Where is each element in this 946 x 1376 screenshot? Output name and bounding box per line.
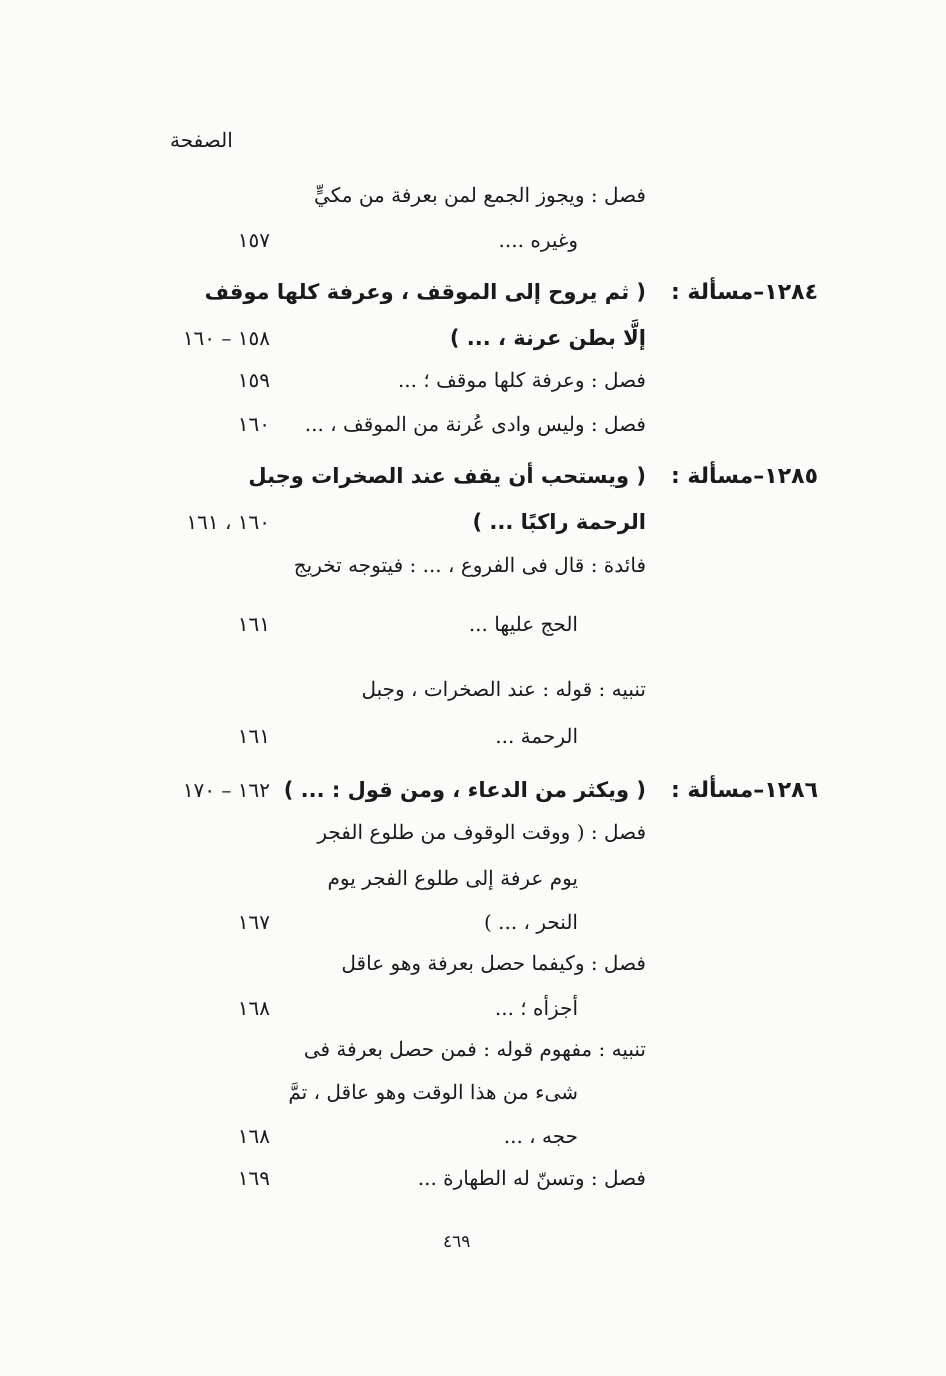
index-entry-line: [0, 553, 946, 593]
entry-text: شىء من هذا الوقت وهو عاقل ، تمَّ: [288, 1080, 578, 1104]
entry-text: فصل : وكيفما حصل بعرفة وهو عاقل: [341, 951, 646, 975]
index-entry-line: [0, 778, 946, 818]
entry-text: تنبيه : مفهوم قوله : فمن حصل بعرفة فى: [303, 1037, 646, 1061]
entry-text: ( ثم يروح إلى الموقف ، وعرفة كلها موقف: [204, 280, 646, 304]
entry-text: حجه ، ...: [503, 1124, 578, 1148]
entry-page-ref: ١٦٠: [237, 412, 270, 436]
index-entry-line: [0, 280, 946, 320]
index-entry-line: [0, 724, 946, 764]
index-entry-line: [0, 1080, 946, 1120]
page-column-header: الصفحة: [170, 128, 233, 152]
index-entry-line: [0, 677, 946, 717]
index-entry-line: [0, 910, 946, 950]
entry-text: فائدة : قال فى الفروع ، ... : فيتوجه تخريج: [293, 553, 646, 577]
entry-text: الرحمة راكبًا ... ): [472, 510, 646, 534]
entry-text: الحج عليها ...: [468, 612, 578, 636]
entry-text: الرحمة ...: [495, 724, 578, 748]
entry-text: ( ويكثر من الدعاء ، ومن قول : ... ): [283, 778, 646, 802]
index-entry-line: [0, 820, 946, 860]
index-entry-line: [0, 612, 946, 652]
index-entry-line: [0, 464, 946, 504]
index-entry-line: [0, 951, 946, 991]
entry-text: إلَّا بطن عرنة ، ... ): [449, 326, 646, 350]
index-entry-line: [0, 1166, 946, 1206]
entry-page-ref: ١٦٨: [237, 1124, 270, 1148]
index-entry-line: [0, 1124, 946, 1164]
index-entry-line: [0, 326, 946, 366]
entry-number-label: ١٢٨٦–مسألة :: [670, 778, 818, 803]
entry-text: وغيره ....: [498, 228, 578, 252]
entry-page-ref: ١٦٠ ، ١٦١: [186, 510, 270, 534]
entry-page-ref: ١٦٩: [237, 1166, 270, 1190]
index-entry-line: [0, 412, 946, 452]
entry-page-ref: ١٥٨ – ١٦٠: [182, 326, 270, 350]
entry-page-ref: ١٦١: [237, 724, 270, 748]
entry-page-ref: ١٥٩: [237, 368, 270, 392]
entry-page-ref: ١٦١: [237, 612, 270, 636]
entry-text: فصل : وعرفة كلها موقف ؛ ...: [397, 368, 646, 392]
entry-text: فصل : وليس وادى عُرنة من الموقف ، ...: [304, 412, 646, 436]
index-entry-line: [0, 183, 946, 223]
entry-page-ref: ١٦٢ – ١٧٠: [182, 778, 270, 802]
entry-page-ref: ١٦٨: [237, 996, 270, 1020]
page-number: ٤٦٩: [443, 1232, 471, 1252]
entry-text: فصل : وتسنّ له الطهارة ...: [417, 1166, 646, 1190]
index-entry-line: [0, 368, 946, 408]
entry-text: تنبيه : قوله : عند الصخرات ، وجبل: [361, 677, 646, 701]
entry-text: فصل : ويجوز الجمع لمن بعرفة من مكيٍّ: [314, 183, 646, 207]
index-entry-line: [0, 996, 946, 1036]
entry-text: ( ويستحب أن يقف عند الصخرات وجبل: [248, 464, 646, 488]
entry-text: النحر ، ... ): [483, 910, 578, 934]
index-entry-line: [0, 228, 946, 268]
entry-text: فصل : ( ووقت الوقوف من طلوع الفجر: [317, 820, 646, 844]
entry-text: أجزأه ؛ ...: [494, 996, 578, 1020]
index-entry-line: [0, 1037, 946, 1077]
entry-text: يوم عرفة إلى طلوع الفجر يوم: [327, 866, 578, 890]
index-entry-line: [0, 510, 946, 550]
index-entry-line: [0, 866, 946, 906]
entry-page-ref: ١٥٧: [237, 228, 270, 252]
entry-number-label: ١٢٨٤–مسألة :: [670, 280, 818, 305]
entry-page-ref: ١٦٧: [237, 910, 270, 934]
entry-number-label: ١٢٨٥–مسألة :: [670, 464, 818, 489]
